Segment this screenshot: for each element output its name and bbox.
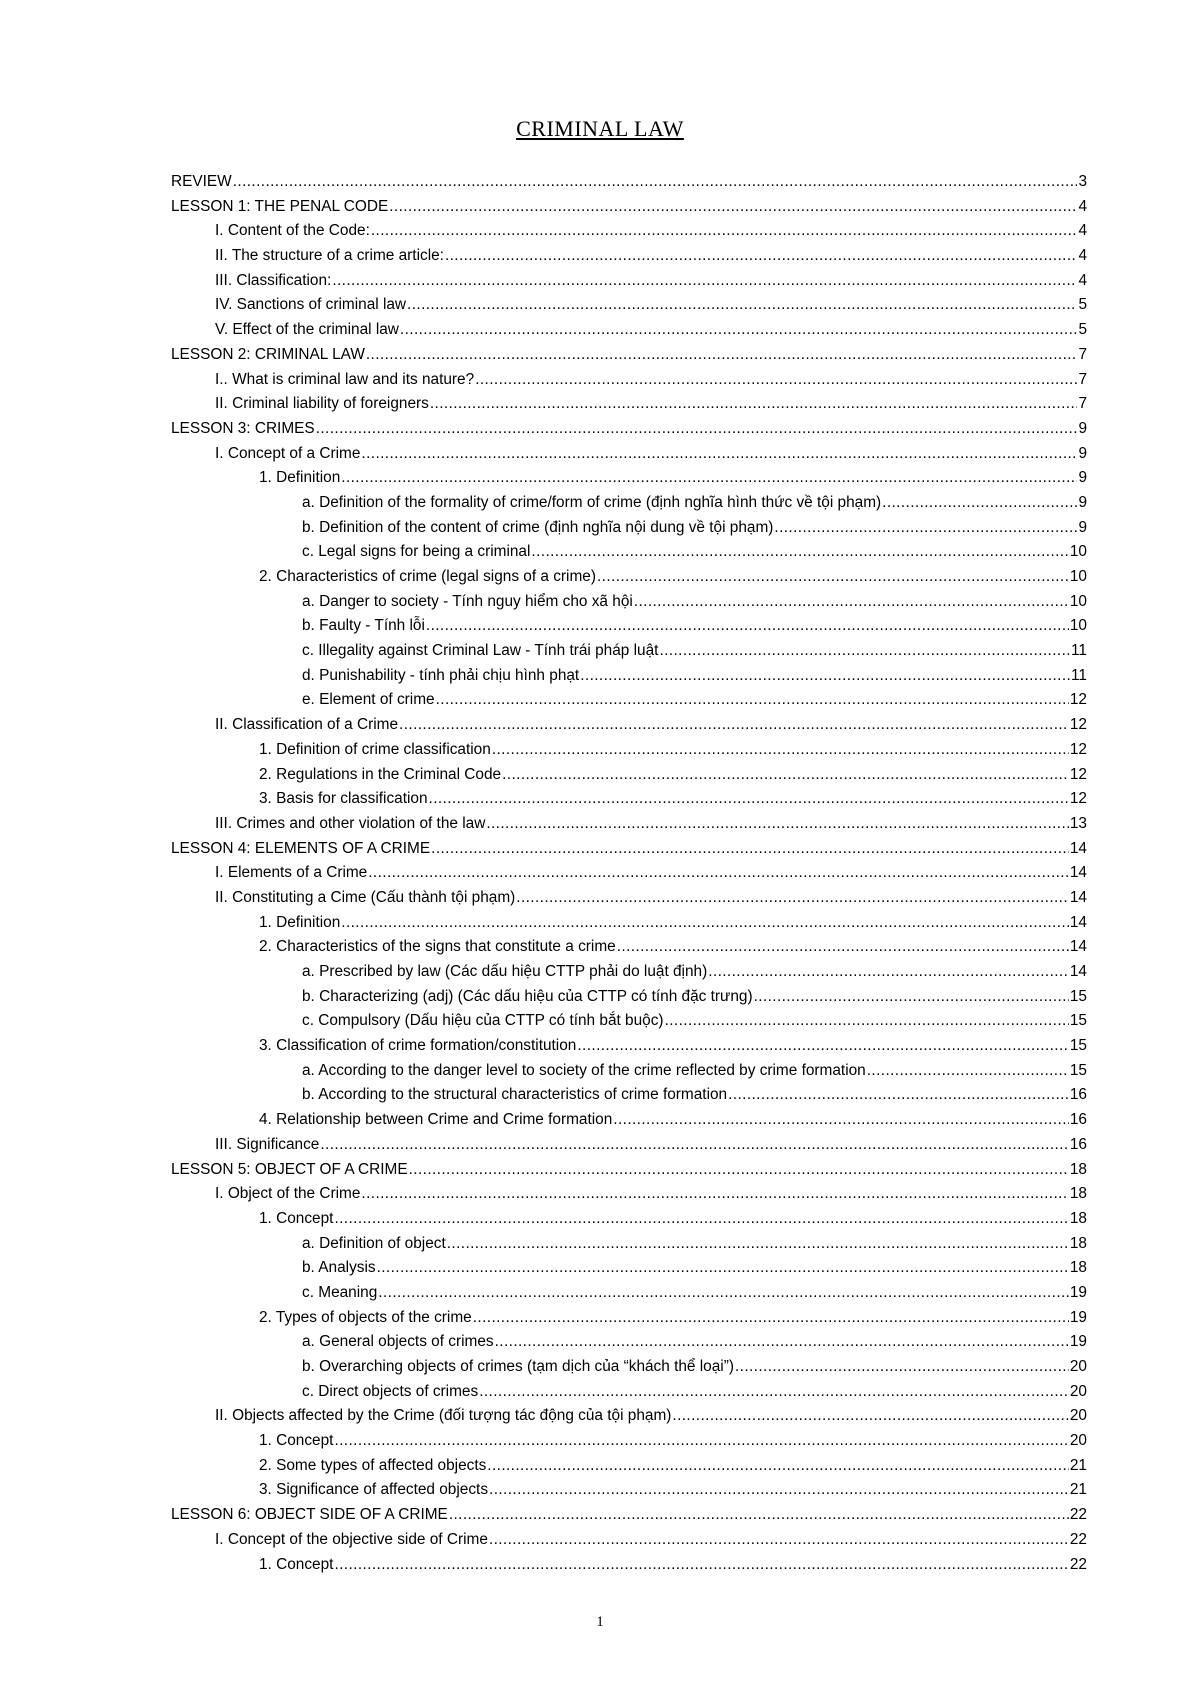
toc-entry-label: 1. Concept: [259, 1432, 334, 1450]
document-title: CRIMINAL LAW: [516, 116, 684, 141]
toc-dot-leader: [473, 1306, 1069, 1331]
toc-entry-page: 4: [1078, 247, 1087, 265]
toc-entry[interactable]: [171, 466, 1087, 491]
toc-dot-leader: [436, 688, 1069, 713]
toc-entry-label: I. Content of the Code:: [215, 222, 370, 240]
toc-dot-leader: [334, 1207, 1068, 1232]
toc-entry[interactable]: [171, 1553, 1087, 1578]
toc-entry[interactable]: [171, 1306, 1087, 1331]
toc-entry-page: 21: [1069, 1456, 1087, 1474]
toc-entry[interactable]: [171, 1256, 1087, 1281]
toc-entry-label: LESSON 5: OBJECT OF A CRIME: [171, 1160, 408, 1178]
toc-entry-label: a. Prescribed by law (Các dấu hiệu CTTP phải do luật định): [302, 963, 708, 980]
toc-entry[interactable]: [171, 540, 1087, 565]
toc-dot-leader: [475, 368, 1077, 393]
toc-entry-page: 14: [1069, 938, 1087, 956]
toc-entry-page: 16: [1069, 1086, 1087, 1104]
toc-entry-page: 14: [1069, 864, 1087, 882]
toc-entry[interactable]: [171, 639, 1087, 664]
toc-entry-label: II. Objects affected by the Crime (đối tượng tác động của tội phạm): [215, 1407, 672, 1425]
toc-entry[interactable]: [171, 1528, 1087, 1553]
toc-entry-label: 4. Relationship between Crime and Crime formation: [259, 1111, 613, 1129]
toc-entry-label: 2. Some types of affected objects: [259, 1456, 487, 1474]
toc-dot-leader: [754, 985, 1069, 1010]
toc-entry[interactable]: [171, 1380, 1087, 1405]
toc-entry-label: a. Definition of the formality of crime/form of crime (định nghĩa hình thức về tội phạm): [302, 493, 882, 511]
toc-entry-label: V. Effect of the criminal law: [215, 321, 399, 339]
toc-dot-leader: [495, 1330, 1069, 1355]
toc-entry-label: b. According to the structural characteristics of crime formation: [302, 1086, 728, 1104]
toc-dot-leader: [371, 219, 1078, 244]
toc-entry-page: 19: [1069, 1333, 1087, 1351]
toc-entry-page: 19: [1069, 1283, 1087, 1301]
toc-entry-page: 20: [1069, 1407, 1087, 1425]
toc-entry-label: c. Compulsory (Dấu hiệu của CTTP có tính bắt buộc): [302, 1012, 664, 1030]
toc-dot-leader: [634, 590, 1069, 615]
toc-dot-leader: [429, 787, 1069, 812]
toc-entry-label: 3. Classification of crime formation/constitution: [259, 1037, 577, 1055]
toc-entry-page: 10: [1069, 617, 1087, 635]
toc-entry[interactable]: [171, 1330, 1087, 1355]
toc-entry-page: 18: [1069, 1259, 1087, 1277]
toc-entry[interactable]: [171, 1133, 1087, 1158]
toc-entry-page: 12: [1069, 765, 1087, 783]
toc-entry-label: II. Constituting a Cime (Cấu thành tội phạm): [215, 888, 516, 906]
toc-entry[interactable]: [171, 1034, 1087, 1059]
toc-entry-page: 7: [1078, 345, 1087, 363]
toc-entry[interactable]: [171, 1429, 1087, 1454]
toc-entry-label: a. General objects of crimes: [302, 1333, 494, 1351]
toc-entry[interactable]: [171, 1083, 1087, 1108]
page-number: 1: [596, 1614, 604, 1630]
toc-entry[interactable]: [171, 269, 1087, 294]
toc-entry[interactable]: [171, 392, 1087, 417]
toc-dot-leader: [361, 442, 1077, 467]
toc-entry-label: I. Elements of a Crime: [215, 864, 368, 882]
toc-entry[interactable]: [171, 985, 1087, 1010]
toc-entry-page: 15: [1069, 1061, 1087, 1079]
toc-entry[interactable]: [171, 1503, 1087, 1528]
toc-entry-page: 7: [1078, 395, 1087, 413]
toc-dot-leader: [613, 1108, 1069, 1133]
toc-entry-label: 1. Definition of crime classification: [259, 740, 491, 758]
toc-entry[interactable]: [171, 1108, 1087, 1133]
toc-dot-leader: [400, 318, 1078, 343]
toc-dot-leader: [366, 343, 1078, 368]
toc-dot-leader: [580, 664, 1070, 689]
toc-entry[interactable]: [171, 195, 1087, 220]
toc-dot-leader: [577, 1034, 1069, 1059]
toc-dot-leader: [597, 565, 1069, 590]
toc-entry-page: 9: [1078, 518, 1087, 536]
toc-entry[interactable]: [171, 1182, 1087, 1207]
toc-entry-label: IV. Sanctions of criminal law: [215, 296, 407, 314]
toc-entry-page: 15: [1069, 1037, 1087, 1055]
toc-entry-page: 7: [1078, 370, 1087, 388]
toc-entry[interactable]: [171, 1158, 1087, 1183]
toc-dot-leader: [882, 491, 1077, 516]
toc-dot-leader: [516, 886, 1069, 911]
toc-entry-label: 1. Definition: [259, 913, 341, 931]
toc-entry-page: 5: [1078, 296, 1087, 314]
toc-entry-page: 12: [1069, 716, 1087, 734]
toc-entry[interactable]: [171, 664, 1087, 689]
toc-entry-page: 11: [1071, 642, 1087, 660]
toc-entry-page: 9: [1078, 493, 1087, 511]
toc-entry[interactable]: [171, 886, 1087, 911]
toc-dot-leader: [489, 1528, 1069, 1553]
toc-entry-label: a. Danger to society - Tính nguy hiểm cho xã hội: [302, 592, 633, 610]
toc-entry[interactable]: [171, 614, 1087, 639]
toc-entry-page: 22: [1069, 1530, 1087, 1548]
toc-entry-label: LESSON 1: THE PENAL CODE: [171, 197, 389, 215]
toc-entry-page: 18: [1069, 1185, 1087, 1203]
toc-dot-leader: [431, 837, 1069, 862]
toc-entry-label: b. Definition of the content of crime (định nghĩa nội dung về tội phạm): [302, 518, 774, 536]
toc-dot-leader: [447, 1232, 1069, 1257]
toc-entry-label: I. Object of the Crime: [215, 1185, 361, 1203]
toc-entry-label: 2. Characteristics of crime (legal signs of a crime): [259, 568, 596, 585]
toc-dot-leader: [399, 713, 1069, 738]
toc-dot-leader: [430, 392, 1078, 417]
toc-dot-leader: [341, 911, 1069, 936]
toc-dot-leader: [867, 1059, 1069, 1084]
toc-entry[interactable]: [171, 935, 1087, 960]
toc-entry-page: 12: [1069, 790, 1087, 808]
toc-entry-label: d. Punishability - tính phải chịu hình phạt: [302, 666, 580, 684]
toc-entry[interactable]: [171, 368, 1087, 393]
toc-dot-leader: [708, 960, 1069, 985]
toc-entry-page: 14: [1069, 888, 1087, 906]
toc-dot-leader: [233, 170, 1078, 195]
toc-entry-page: 16: [1069, 1135, 1087, 1153]
toc-entry-label: LESSON 4: ELEMENTS OF A CRIME: [171, 839, 431, 857]
toc-entry-label: II. Criminal liability of foreigners: [215, 395, 429, 413]
toc-entry[interactable]: [171, 244, 1087, 269]
toc-entry-label: c. Meaning: [302, 1283, 378, 1301]
toc-entry[interactable]: [171, 787, 1087, 812]
toc-dot-leader: [409, 1158, 1069, 1183]
toc-entry-page: 10: [1069, 568, 1087, 585]
toc-dot-leader: [774, 516, 1077, 541]
toc-entry[interactable]: [171, 565, 1087, 590]
toc-entry[interactable]: [171, 219, 1087, 244]
toc-entry-label: 2. Types of objects of the crime: [259, 1308, 472, 1326]
toc-entry-page: 4: [1078, 222, 1087, 240]
toc-dot-leader: [334, 1429, 1068, 1454]
toc-entry-label: c. Illegality against Criminal Law - Tính trái pháp luật: [302, 642, 659, 660]
toc-entry-label: III. Classification:: [215, 271, 332, 289]
toc-entry-page: 20: [1069, 1382, 1087, 1400]
toc-entry-page: 15: [1069, 987, 1087, 1005]
toc-entry[interactable]: [171, 738, 1087, 763]
toc-entry[interactable]: [171, 1232, 1087, 1257]
toc-entry-page: 10: [1069, 543, 1087, 561]
toc-entry-page: 5: [1078, 321, 1087, 339]
toc-entry-label: II. The structure of a crime article:: [215, 247, 444, 265]
toc-entry-page: 20: [1069, 1358, 1087, 1375]
toc-entry-page: 12: [1069, 740, 1087, 758]
toc-entry-label: 1. Definition: [259, 469, 341, 487]
toc-dot-leader: [389, 195, 1077, 220]
toc-entry-label: 3. Significance of affected objects: [259, 1481, 489, 1499]
toc-entry-label: 3. Basis for classification: [259, 790, 428, 808]
toc-entry-label: 1. Concept: [259, 1209, 334, 1227]
toc-entry-label: b. Faulty - Tính lỗi: [302, 617, 425, 635]
toc-entry-label: c. Direct objects of crimes: [302, 1382, 479, 1400]
toc-entry-label: I. Concept of a Crime: [215, 444, 361, 462]
toc-dot-leader: [334, 1553, 1068, 1578]
toc-entry[interactable]: [171, 1478, 1087, 1503]
toc-entry-label: a. Definition of object: [302, 1234, 446, 1252]
toc-entry-label: c. Legal signs for being a criminal: [302, 543, 531, 561]
toc-entry[interactable]: [171, 318, 1087, 343]
toc-entry[interactable]: [171, 417, 1087, 442]
toc-dot-leader: [368, 861, 1069, 886]
toc-entry-label: b. Characterizing (adj) (Các dấu hiệu của CTTP có tính đặc trưng): [302, 987, 753, 1005]
toc-entry[interactable]: [171, 170, 1087, 195]
toc-entry-label: LESSON 6: OBJECT SIDE OF A CRIME: [171, 1506, 448, 1524]
toc-dot-leader: [659, 639, 1070, 664]
toc-dot-leader: [479, 1380, 1069, 1405]
toc-entry-page: 9: [1078, 419, 1087, 437]
toc-entry-label: 2. Regulations in the Criminal Code: [259, 765, 502, 783]
toc-entry-label: II. Classification of a Crime: [215, 716, 399, 734]
toc-entry-page: 20: [1069, 1432, 1087, 1450]
toc-dot-leader: [489, 1478, 1069, 1503]
toc-entry[interactable]: [171, 293, 1087, 318]
toc-entry-label: III. Crimes and other violation of the law: [215, 814, 486, 832]
toc-entry[interactable]: [171, 491, 1087, 516]
toc-entry-page: 3: [1078, 173, 1087, 190]
toc-entry-label: LESSON 2: CRIMINAL LAW: [171, 345, 365, 363]
toc-dot-leader: [487, 1454, 1069, 1479]
toc-entry-page: 9: [1078, 444, 1087, 462]
toc-dot-leader: [378, 1281, 1069, 1306]
toc-entry-page: 22: [1069, 1555, 1087, 1573]
toc-entry-page: 14: [1069, 963, 1087, 980]
toc-entry[interactable]: [171, 911, 1087, 936]
toc-entry-label: LESSON 3: CRIMES: [171, 419, 315, 437]
toc-dot-leader: [407, 293, 1077, 318]
toc-entry[interactable]: [171, 861, 1087, 886]
toc-dot-leader: [377, 1256, 1069, 1281]
toc-dot-leader: [531, 540, 1068, 565]
toc-dot-leader: [320, 1133, 1069, 1158]
toc-entry-label: 1. Concept: [259, 1555, 334, 1573]
toc-dot-leader: [486, 812, 1069, 837]
toc-entry[interactable]: [171, 1404, 1087, 1429]
toc-entry[interactable]: [171, 1207, 1087, 1232]
toc-dot-leader: [316, 417, 1078, 442]
toc-entry[interactable]: [171, 1059, 1087, 1084]
toc-entry-page: 12: [1069, 691, 1087, 709]
toc-entry[interactable]: [171, 688, 1087, 713]
toc-entry[interactable]: [171, 590, 1087, 615]
toc-entry-label: III. Significance: [215, 1135, 320, 1153]
toc-entry-page: 19: [1069, 1308, 1087, 1326]
toc-dot-leader: [341, 466, 1077, 491]
toc-dot-leader: [728, 1083, 1069, 1108]
toc-dot-leader: [672, 1404, 1068, 1429]
table-of-contents: [171, 170, 1087, 1577]
toc-dot-leader: [735, 1355, 1069, 1380]
toc-entry[interactable]: [171, 1454, 1087, 1479]
toc-entry[interactable]: [171, 516, 1087, 541]
toc-entry[interactable]: [171, 960, 1087, 985]
toc-entry-page: 15: [1069, 1012, 1087, 1030]
toc-entry-page: 9: [1078, 469, 1087, 487]
toc-dot-leader: [361, 1182, 1068, 1207]
toc-entry-page: 21: [1069, 1481, 1087, 1499]
toc-entry-page: 18: [1069, 1209, 1087, 1227]
toc-entry[interactable]: [171, 1009, 1087, 1034]
toc-entry-page: 11: [1071, 666, 1087, 684]
toc-dot-leader: [426, 614, 1069, 639]
toc-entry[interactable]: [171, 763, 1087, 788]
toc-entry-label: I. Concept of the objective side of Crime: [215, 1530, 488, 1548]
toc-entry-page: 18: [1069, 1234, 1087, 1252]
toc-entry-label: b. Analysis: [302, 1259, 376, 1277]
toc-entry-label: e. Element of crime: [302, 691, 435, 709]
toc-entry-label: 2. Characteristics of the signs that constitute a crime: [259, 938, 616, 956]
toc-entry[interactable]: [171, 812, 1087, 837]
toc-entry[interactable]: [171, 837, 1087, 862]
toc-dot-leader: [332, 269, 1077, 294]
toc-dot-leader: [665, 1009, 1069, 1034]
toc-entry[interactable]: [171, 343, 1087, 368]
toc-dot-leader: [617, 935, 1069, 960]
toc-entry-page: 4: [1078, 271, 1087, 289]
toc-entry-page: 18: [1069, 1160, 1087, 1178]
toc-dot-leader: [449, 1503, 1069, 1528]
toc-entry-page: 10: [1069, 592, 1087, 610]
toc-entry-page: 4: [1078, 197, 1087, 215]
toc-entry-page: 14: [1069, 839, 1087, 857]
toc-entry[interactable]: [171, 1355, 1087, 1380]
toc-entry-label: b. Overarching objects of crimes (tạm dịch của “khách thể loại”): [302, 1358, 734, 1375]
toc-entry-page: 16: [1069, 1111, 1087, 1129]
toc-dot-leader: [445, 244, 1077, 269]
toc-entry-page: 22: [1069, 1506, 1087, 1524]
toc-entry[interactable]: [171, 442, 1087, 467]
toc-dot-leader: [502, 763, 1069, 788]
toc-entry-page: 13: [1069, 814, 1087, 832]
toc-entry-label: I.. What is criminal law and its nature?: [215, 370, 475, 388]
toc-entry[interactable]: [171, 713, 1087, 738]
toc-entry-label: REVIEW: [171, 173, 232, 190]
toc-entry-label: a. According to the danger level to society of the crime reflected by crime formation: [302, 1061, 866, 1079]
toc-dot-leader: [492, 738, 1069, 763]
toc-entry[interactable]: [171, 1281, 1087, 1306]
toc-entry-page: 14: [1069, 913, 1087, 931]
